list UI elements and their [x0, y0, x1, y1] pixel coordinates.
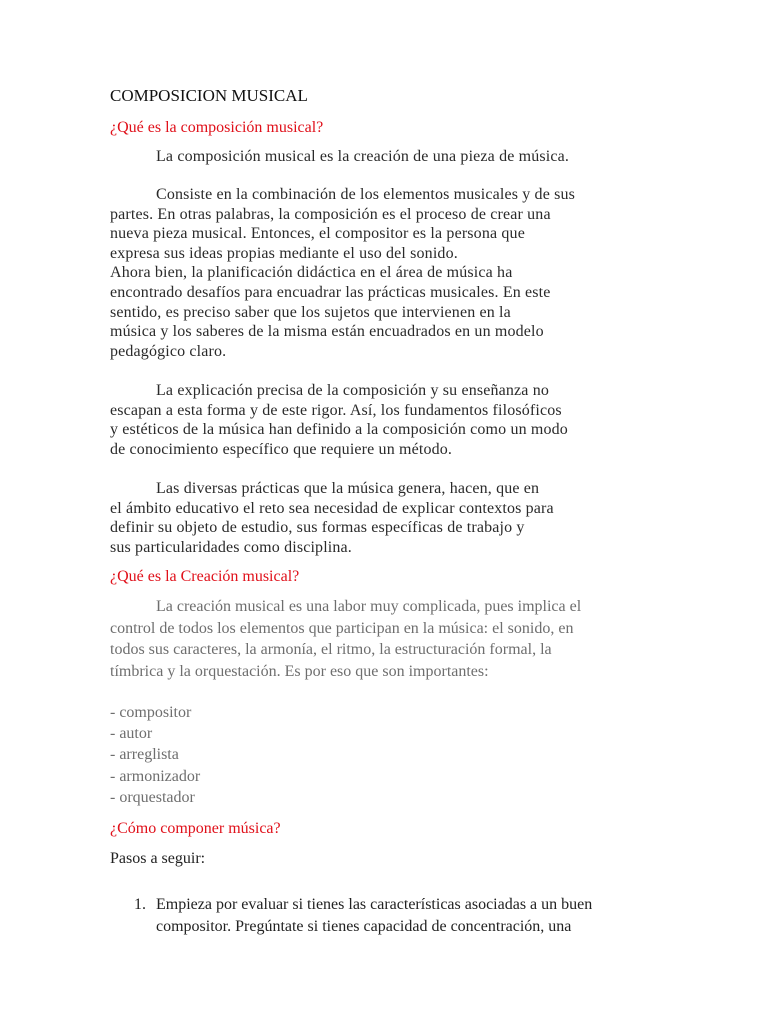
paragraph-explicacion	[110, 381, 655, 459]
text-line: tímbrica y la orquestación. Es por eso que son importantes:	[110, 662, 489, 680]
text-line: sus particularidades como disciplina.	[110, 538, 352, 556]
document-title: COMPOSICION MUSICAL	[110, 86, 308, 105]
paragraph-consiste	[110, 185, 655, 361]
section-heading-como-componer: ¿Cómo componer música?	[110, 820, 281, 837]
text-line: La creación musical es una labor muy complicada, pues implica el	[156, 598, 582, 615]
text-line: La composición musical es la creación de una pieza de música.	[156, 148, 569, 165]
text-line: compositor. Pregúntate si tienes capacidad de concentración, una	[156, 917, 572, 935]
text-line: Las diversas prácticas que la música genera, hacen, que en	[156, 480, 540, 497]
list-item: - orquestador	[110, 788, 195, 806]
text-line: todos sus caracteres, la armonía, el ritmo, la estructuración formal, la	[110, 641, 552, 658]
section-heading-composicion: ¿Qué es la composición musical?	[110, 119, 324, 136]
steps-list	[110, 894, 655, 937]
step-number: 1.	[134, 896, 146, 913]
text-line: Ahora bien, la planificación didáctica en el área de música ha	[110, 264, 513, 282]
text-line: y estéticos de la música han definido a la composición como un modo	[110, 421, 568, 439]
text-line: escapan a esta forma y de este rigor. Así, los fundamentos filosóficos	[110, 401, 562, 419]
text-line: música y los saberes de la misma están encuadrados en un modelo	[110, 323, 544, 341]
text-line: Consiste en la combinación de los elementos musicales y de sus	[156, 186, 575, 203]
list-item: - autor	[110, 725, 153, 743]
text-line: pedagógico claro.	[110, 342, 227, 360]
list-item: - arreglista	[110, 746, 179, 764]
list-item: - compositor	[110, 704, 192, 721]
list-item: - armonizador	[110, 767, 201, 785]
paragraph-definition	[110, 147, 655, 167]
roles-list	[110, 702, 200, 808]
text-line: encontrado desafíos para encuadrar las prácticas musicales. En este	[110, 283, 551, 301]
text-line: el ámbito educativo el reto sea necesidad de explicar contextos para	[110, 499, 554, 517]
text-line: de conocimiento específico que requiere un método.	[110, 440, 453, 458]
paragraph-practicas	[110, 479, 655, 557]
text-line: sentido, es preciso saber que los sujetos que intervienen en la	[110, 303, 511, 321]
text-line: expresa sus ideas propias mediante el uso del sonido.	[110, 244, 458, 262]
text-line: Empieza por evaluar si tienes las características asociadas a un buen	[156, 896, 593, 913]
section-heading-creacion: ¿Qué es la Creación musical?	[110, 568, 300, 585]
step-text	[156, 894, 655, 937]
paragraph-creacion	[110, 596, 655, 682]
steps-intro: Pasos a seguir:	[110, 850, 206, 867]
text-line: La explicación precisa de la composición y su enseñanza no	[156, 382, 549, 399]
text-line: definir su objeto de estudio, sus formas específicas de trabajo y	[110, 519, 525, 537]
text-line: control de todos los elementos que participan en la música: el sonido, en	[110, 619, 574, 637]
text-line: nueva pieza musical. Entonces, el compositor es la persona que	[110, 225, 525, 243]
text-line: partes. En otras palabras, la composición es el proceso de crear una	[110, 205, 551, 223]
